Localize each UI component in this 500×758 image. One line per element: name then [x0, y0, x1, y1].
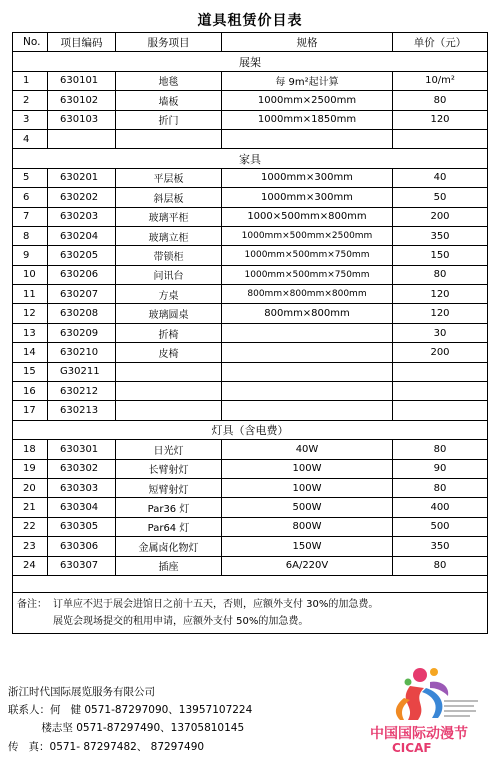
table-row [13, 265, 488, 284]
spec-cell [222, 129, 393, 148]
item-cell: 玻璃平柜 [116, 207, 222, 226]
no-cell: 9 [13, 246, 48, 265]
no-cell: 17 [13, 401, 48, 420]
no-cell: 24 [13, 556, 48, 575]
code-cell: 630213 [48, 401, 116, 420]
code-cell: 630307 [48, 556, 116, 575]
category-label: 家具 [13, 149, 488, 168]
table-row [13, 517, 488, 536]
spec-cell: 800mm×800mm×800mm [222, 285, 393, 304]
no-cell: 6 [13, 188, 48, 207]
table-row [13, 168, 488, 187]
price-cell: 80 [393, 265, 488, 284]
price-cell: 400 [393, 498, 488, 517]
logo-abbr: CICAF [392, 741, 432, 754]
price-cell: 500 [393, 517, 488, 536]
item-cell [116, 401, 222, 420]
price-cell: 150 [393, 246, 488, 265]
table-row [13, 498, 488, 517]
item-cell: 折门 [116, 110, 222, 129]
header-spec: 规格 [222, 33, 393, 52]
spec-cell: 1000mm×2500mm [222, 91, 393, 110]
table-row [13, 246, 488, 265]
item-cell [116, 382, 222, 401]
notes-row [13, 592, 488, 633]
no-cell: 22 [13, 517, 48, 536]
price-cell: 200 [393, 207, 488, 226]
code-cell: 630204 [48, 226, 116, 245]
table-row [13, 440, 488, 459]
notes-cell [13, 592, 488, 633]
spec-cell: 1000×500mm×800mm [222, 207, 393, 226]
spec-cell: 800W [222, 517, 393, 536]
table-row [13, 304, 488, 323]
item-cell: Par64 灯 [116, 517, 222, 536]
item-cell: 方桌 [116, 285, 222, 304]
code-cell: 630207 [48, 285, 116, 304]
header-code: 项目编码 [48, 33, 116, 52]
code-cell: 630212 [48, 382, 116, 401]
spec-cell: 100W [222, 459, 393, 478]
table-row [13, 537, 488, 556]
price-cell: 350 [393, 226, 488, 245]
item-cell: 墙板 [116, 91, 222, 110]
spec-cell: 100W [222, 478, 393, 497]
code-cell: 630306 [48, 537, 116, 556]
code-cell: 630101 [48, 71, 116, 90]
fax-line: 传 真：0571- 87297482、 87297490 [8, 741, 205, 753]
spec-cell: 6A/220V [222, 556, 393, 575]
contact-line-2: 楼志坚 0571-87297490、13705810145 [8, 722, 245, 734]
price-cell: 350 [393, 537, 488, 556]
item-cell [116, 129, 222, 148]
no-cell: 7 [13, 207, 48, 226]
table-row [13, 323, 488, 342]
no-cell: 10 [13, 265, 48, 284]
no-cell: 12 [13, 304, 48, 323]
table-row [13, 285, 488, 304]
price-cell [393, 401, 488, 420]
table-header-row [13, 33, 488, 52]
spec-cell: 40W [222, 440, 393, 459]
header-no: No. [13, 33, 48, 52]
spec-cell: 1000mm×500mm×750mm [222, 246, 393, 265]
page-title: 道具租赁价目表 [197, 13, 303, 29]
code-cell: 630202 [48, 188, 116, 207]
no-cell: 20 [13, 478, 48, 497]
code-cell: 630208 [48, 304, 116, 323]
item-cell: 皮椅 [116, 343, 222, 362]
company-name: 浙江时代国际展览服务有限公司 [8, 686, 155, 698]
price-cell: 40 [393, 168, 488, 187]
code-cell: G30211 [48, 362, 116, 381]
no-cell: 5 [13, 168, 48, 187]
table-row [13, 71, 488, 90]
price-cell: 120 [393, 304, 488, 323]
price-cell: 90 [393, 459, 488, 478]
no-cell: 21 [13, 498, 48, 517]
cicaf-logo [368, 662, 483, 754]
blank-row [13, 575, 488, 592]
price-cell [393, 129, 488, 148]
table-row [13, 401, 488, 420]
table-row [13, 459, 488, 478]
spec-cell [222, 343, 393, 362]
no-cell: 18 [13, 440, 48, 459]
price-cell: 80 [393, 440, 488, 459]
category-row [13, 420, 488, 439]
price-cell: 80 [393, 91, 488, 110]
code-cell: 630301 [48, 440, 116, 459]
no-cell: 16 [13, 382, 48, 401]
price-cell [393, 362, 488, 381]
item-cell: 玻璃圆桌 [116, 304, 222, 323]
no-cell: 8 [13, 226, 48, 245]
spec-cell: 1000mm×500mm×2500mm [222, 226, 393, 245]
price-table [12, 32, 488, 634]
no-cell: 11 [13, 285, 48, 304]
no-cell: 4 [13, 129, 48, 148]
price-cell: 80 [393, 556, 488, 575]
category-label: 灯具（含电费） [13, 420, 488, 439]
spec-cell: 1000mm×500mm×750mm [222, 265, 393, 284]
item-cell: 斜层板 [116, 188, 222, 207]
item-cell: 折椅 [116, 323, 222, 342]
notes-line-1: 订单应不迟于展会进馆日之前十五天，否则，应额外支付 30%的加急费。 [53, 598, 379, 610]
item-cell: 插座 [116, 556, 222, 575]
price-cell [393, 382, 488, 401]
header-item: 服务项目 [116, 33, 222, 52]
price-cell: 50 [393, 188, 488, 207]
no-cell: 19 [13, 459, 48, 478]
item-cell: 带锁柜 [116, 246, 222, 265]
code-cell: 630103 [48, 110, 116, 129]
price-cell: 10/m² [393, 71, 488, 90]
no-cell: 1 [13, 71, 48, 90]
spec-cell [222, 401, 393, 420]
logo-chinese-name: 中国国际动漫节 [370, 726, 468, 742]
code-cell: 630201 [48, 168, 116, 187]
item-cell: 地毯 [116, 71, 222, 90]
spec-cell: 1000mm×300mm [222, 168, 393, 187]
no-cell: 23 [13, 537, 48, 556]
table-row [13, 110, 488, 129]
table-row [13, 188, 488, 207]
spec-cell: 1000mm×300mm [222, 188, 393, 207]
spec-cell: 1000mm×1850mm [222, 110, 393, 129]
code-cell: 630203 [48, 207, 116, 226]
item-cell [116, 362, 222, 381]
no-cell: 2 [13, 91, 48, 110]
item-cell: 日光灯 [116, 440, 222, 459]
item-cell: Par36 灯 [116, 498, 222, 517]
table-row [13, 343, 488, 362]
table-row [13, 556, 488, 575]
price-cell: 30 [393, 323, 488, 342]
code-cell: 630302 [48, 459, 116, 478]
item-cell: 平层板 [116, 168, 222, 187]
contact-line-1: 联系人：何 健 0571-87297090、13957107224 [8, 704, 253, 716]
spec-cell: 500W [222, 498, 393, 517]
spec-cell [222, 362, 393, 381]
code-cell: 630304 [48, 498, 116, 517]
spec-cell [222, 382, 393, 401]
code-cell: 630303 [48, 478, 116, 497]
spec-cell: 800mm×800mm [222, 304, 393, 323]
header-price: 单价（元） [393, 33, 488, 52]
table-body [13, 52, 488, 576]
category-row [13, 52, 488, 71]
code-cell: 630206 [48, 265, 116, 284]
table-row [13, 478, 488, 497]
no-cell: 14 [13, 343, 48, 362]
item-cell: 金属卤化物灯 [116, 537, 222, 556]
spec-cell [222, 323, 393, 342]
table-row [13, 362, 488, 381]
spec-cell: 每 9m²起计算 [222, 71, 393, 90]
category-row [13, 149, 488, 168]
item-cell: 长臂射灯 [116, 459, 222, 478]
code-cell: 630102 [48, 91, 116, 110]
table-row [13, 129, 488, 148]
code-cell: 630210 [48, 343, 116, 362]
price-cell: 120 [393, 110, 488, 129]
code-cell: 630305 [48, 517, 116, 536]
item-cell: 玻璃立柜 [116, 226, 222, 245]
notes-line-2: 展览会现场提交的租用申请，应额外支付 50%的加急费。 [53, 615, 309, 627]
no-cell: 13 [13, 323, 48, 342]
table-row [13, 226, 488, 245]
price-cell: 120 [393, 285, 488, 304]
no-cell: 15 [13, 362, 48, 381]
code-cell: 630209 [48, 323, 116, 342]
item-cell: 短臂射灯 [116, 478, 222, 497]
item-cell: 问讯台 [116, 265, 222, 284]
code-cell [48, 129, 116, 148]
table-row [13, 91, 488, 110]
table-row [13, 382, 488, 401]
price-cell: 80 [393, 478, 488, 497]
price-cell: 200 [393, 343, 488, 362]
spec-cell: 150W [222, 537, 393, 556]
code-cell: 630205 [48, 246, 116, 265]
notes-label: 备注： [17, 598, 47, 610]
category-label: 展架 [13, 52, 488, 71]
table-row [13, 207, 488, 226]
no-cell: 3 [13, 110, 48, 129]
